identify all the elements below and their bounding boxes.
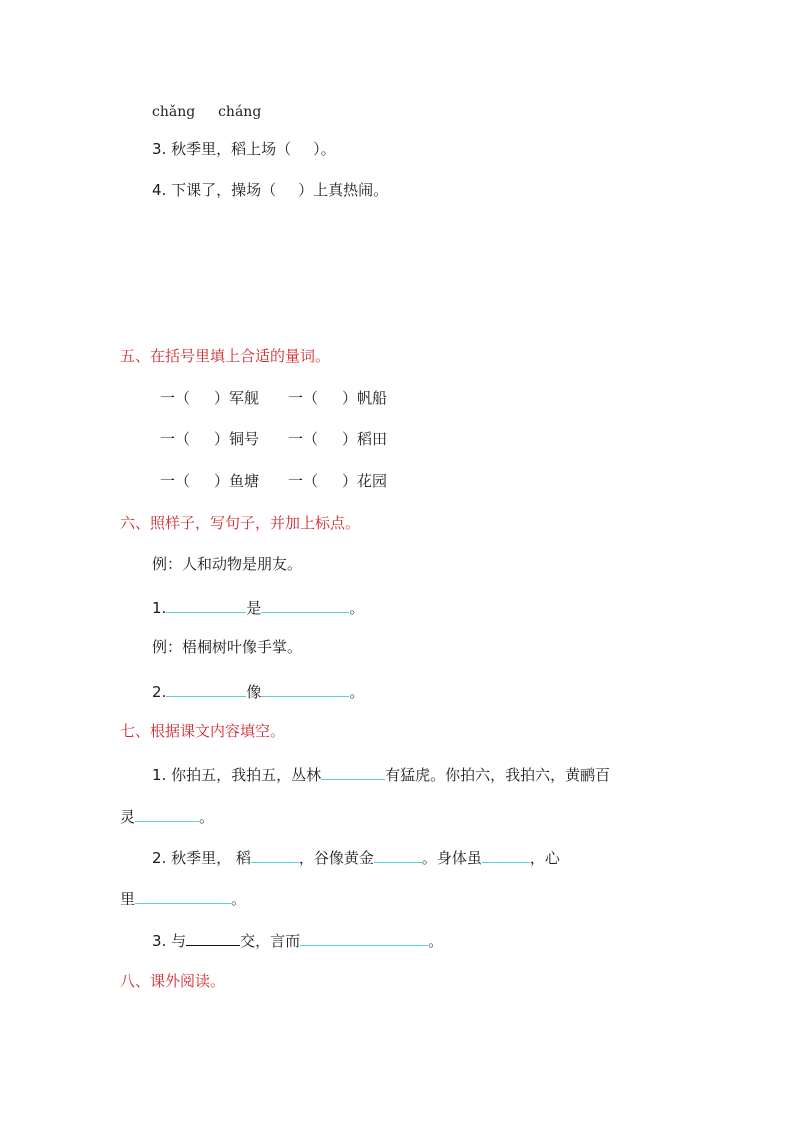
example-sentence-1: 例：人和动物是朋友。 — [152, 555, 303, 573]
answer-blank[interactable] — [251, 846, 299, 863]
answer-blank[interactable] — [135, 805, 199, 822]
section8-title: 八、课外阅读。 — [120, 972, 226, 990]
question-3 — [152, 139, 336, 159]
fill-item-2-line1: 2. 秋季里， 稻 ，谷像黄金 。身体虽 ，心 — [152, 846, 560, 868]
section6-title: 六、照样子，写句子，并加上标点。 — [120, 514, 361, 532]
example-sentence-2: 例：梧桐树叶像手掌。 — [152, 638, 303, 656]
question-text: 下课了，操场（ — [171, 181, 277, 199]
answer-blank[interactable] — [166, 680, 246, 697]
fill-item-1-line1: 1. 你拍五，我拍五，丛林 有猛虎。你拍六，我拍六，黄鹂百 — [152, 763, 610, 785]
pinyin-chang3: chǎng — [152, 104, 196, 120]
measure-item: 一（ ）军舰 — [160, 389, 260, 407]
answer-blank[interactable] — [482, 846, 530, 863]
question-text: 秋季里，稻上场（ — [171, 140, 292, 158]
measure-item: 一（ ）花园 — [288, 472, 388, 490]
pinyin-chang2: cháng — [218, 104, 262, 120]
measure-item: 一（ ）铜号 — [160, 430, 260, 448]
sentence-item-1: 1. 是 。 — [152, 596, 364, 618]
fill-item-3: 3. 与 交，言而 。 — [152, 929, 443, 951]
section7-title: 七、根据课文内容填空。 — [120, 722, 286, 740]
answer-blank[interactable] — [186, 929, 240, 946]
answer-blank[interactable] — [300, 929, 428, 946]
answer-blank[interactable] — [321, 763, 385, 780]
fill-item-1-line2: 灵 。 — [120, 805, 214, 827]
sentence-item-2: 2. 像 。 — [152, 680, 364, 702]
answer-blank[interactable] — [261, 680, 349, 697]
measure-item: 一（ ）帆船 — [288, 389, 388, 407]
pinyin-line — [152, 102, 261, 122]
question-text-end: ）上真热闹。 — [298, 181, 389, 199]
answer-blank[interactable] — [261, 596, 349, 613]
question-number: 3. — [152, 140, 167, 158]
fill-item-2-line2: 里 。 — [120, 887, 246, 909]
measure-item: 一（ ）稻田 — [288, 430, 388, 448]
question-4 — [152, 180, 388, 200]
question-number: 4. — [152, 181, 167, 199]
answer-blank[interactable] — [135, 887, 231, 904]
answer-blank[interactable] — [166, 596, 246, 613]
answer-blank[interactable] — [374, 846, 422, 863]
measure-item: 一（ ）鱼塘 — [160, 472, 260, 490]
question-text-end: ）。 — [313, 140, 336, 158]
section5-title: 五、在括号里填上合适的量词。 — [120, 347, 331, 365]
